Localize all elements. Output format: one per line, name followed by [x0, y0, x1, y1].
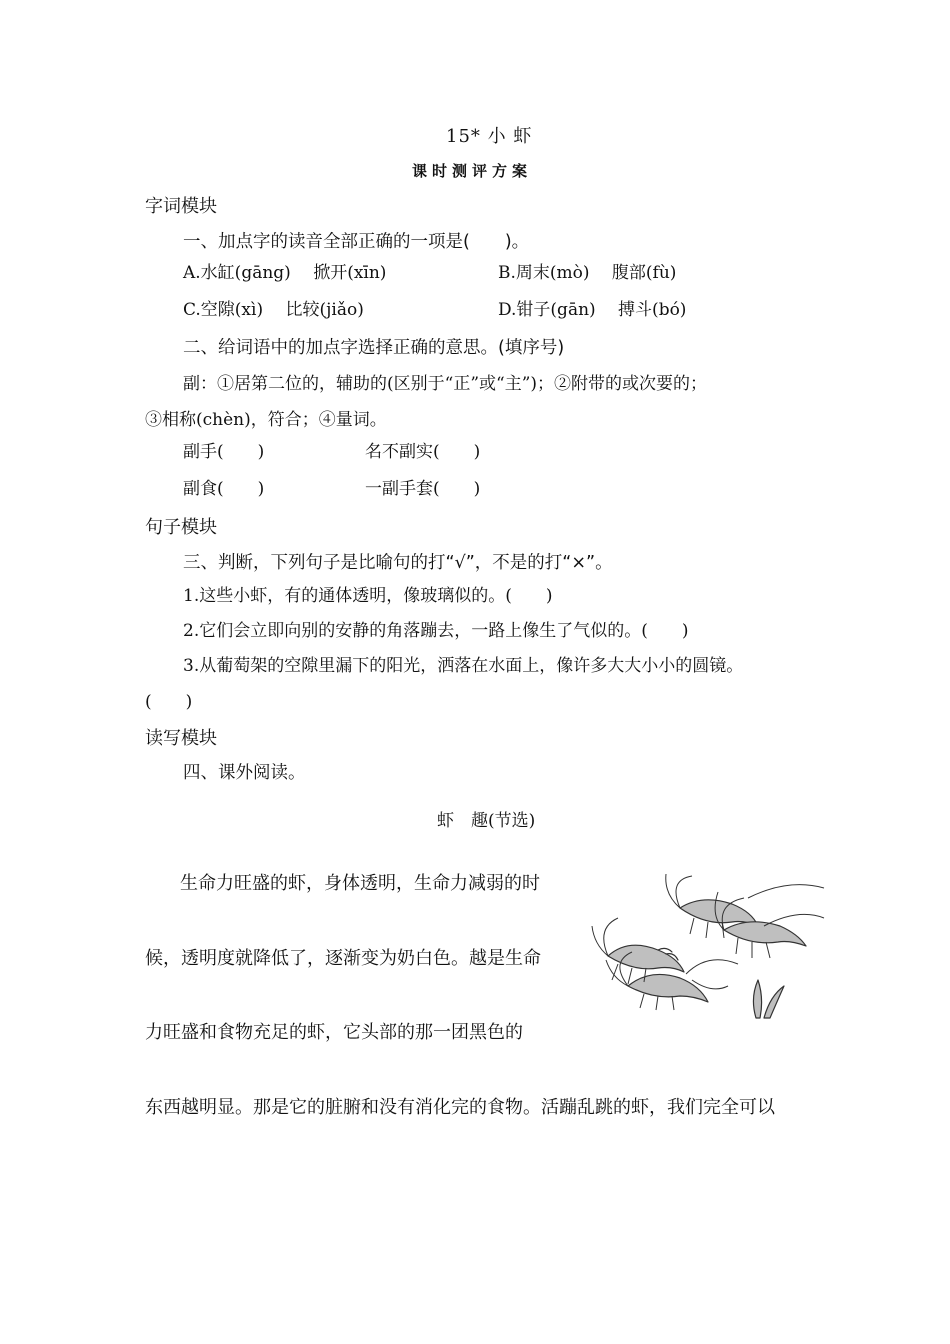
page-subtitle: 课时测评方案 — [412, 162, 533, 180]
question-3-sentence-1: 1.这些小虾，有的通体透明，像玻璃似的。( ) — [183, 586, 553, 606]
shrimp-illustration — [588, 868, 828, 1028]
question-2-word-2: 名不副实( ) — [365, 442, 481, 462]
question-3-sentence-3-blank: ( ) — [145, 692, 193, 712]
question-2-word-4: 一副手套( ) — [365, 479, 481, 499]
question-3-sentence-2: 2.它们会立即向别的安静的角落蹦去，一路上像生了气似的。( ) — [183, 621, 689, 641]
question-1-stem: 一、加点字的读音全部正确的一项是( )。 — [183, 232, 530, 252]
question-3-stem: 三、判断，下列句子是比喻句的打“√”，不是的打“×”。 — [183, 553, 613, 573]
passage-line-1: 生命力旺盛的虾，身体透明，生命力减弱的时 — [180, 873, 540, 894]
section-heading-vocabulary: 字词模块 — [145, 196, 217, 217]
question-2-definition-line2: ③相称(chèn)，符合；④量词。 — [145, 410, 387, 430]
section-heading-reading: 读写模块 — [145, 728, 217, 749]
question-1-option-b: B.周末(mò) 腹部(fù) — [498, 263, 677, 283]
question-1-option-c: C.空隙(xì) 比较(jiǎo) — [183, 300, 364, 320]
passage-line-4: 东西越明显。那是它的脏腑和没有消化完的食物。活蹦乱跳的虾，我们完全可以 — [145, 1097, 775, 1118]
passage-line-3: 力旺盛和食物充足的虾，它头部的那一团黑色的 — [145, 1022, 523, 1043]
section-heading-sentences: 句子模块 — [145, 517, 217, 538]
question-2-word-3: 副食( ) — [183, 479, 265, 499]
question-2-word-1: 副手( ) — [183, 442, 265, 462]
page-title: 15* 小 虾 — [446, 126, 533, 147]
passage-line-2: 候，透明度就降低了，逐渐变为奶白色。越是生命 — [145, 948, 541, 969]
question-2-definition-line1: 副：①居第二位的，辅助的(区别于“正”或“主”)；②附带的或次要的； — [183, 374, 708, 394]
question-2-stem: 二、给词语中的加点字选择正确的意思。(填序号) — [183, 338, 565, 358]
passage-title: 虾 趣(节选) — [437, 811, 536, 831]
question-1-option-a: A.水缸(gāng) 掀开(xīn) — [183, 263, 387, 283]
question-3-sentence-3: 3.从葡萄架的空隙里漏下的阳光，洒落在水面上，像许多大大小小的圆镜。 — [183, 656, 744, 676]
question-1-option-d: D.钳子(gān) 搏斗(bó) — [498, 300, 687, 320]
question-4-stem: 四、课外阅读。 — [183, 763, 306, 783]
